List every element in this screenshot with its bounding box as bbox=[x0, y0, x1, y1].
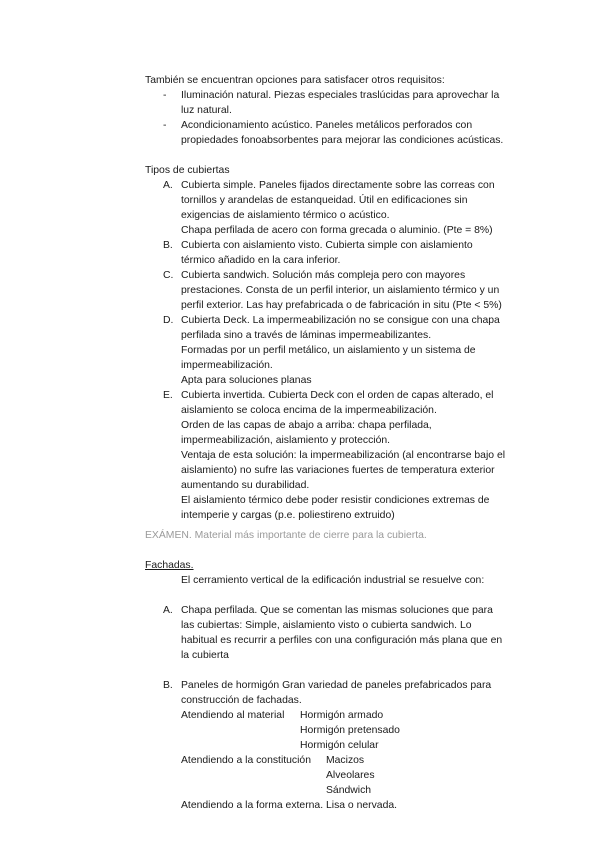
exam-note: EXÁMEN. Material más importante de cierre para la cubierta. bbox=[145, 530, 427, 541]
intro-heading: También se encuentran opciones para satisfacer otros requisitos: bbox=[145, 75, 445, 86]
list-line: Cubierta con aislamiento visto. Cubierta simple con aislamiento bbox=[181, 240, 473, 251]
list-line: Formadas por un perfil metálico, un aislamiento y un sistema de bbox=[181, 345, 476, 356]
list-line: Cubierta sandwich. Solución más compleja pero con mayores bbox=[181, 270, 466, 281]
list-line: perfil exterior. Las hay prefabricada o de fabricación in situ (Pte < 5%) bbox=[181, 300, 502, 311]
list-line: Chapa perfilada. Que se comentan las mismas soluciones que para bbox=[181, 605, 493, 616]
list-marker: D. bbox=[163, 315, 174, 326]
bullet-marker: - bbox=[163, 90, 167, 101]
list-line: El aislamiento térmico debe poder resistir condiciones extremas de bbox=[181, 495, 490, 506]
list-line: Orden de las capas de abajo a arriba: chapa perfilada, bbox=[181, 420, 432, 431]
list-line: Ventaja de esta solución: la impermeabilización (al encontrarse bajo el bbox=[181, 450, 506, 461]
list-line: Cubierta invertida. Cubierta Deck con el orden de capas alterado, el bbox=[181, 390, 494, 401]
list-marker: C. bbox=[163, 270, 174, 281]
constitucion-option: Sándwich bbox=[326, 785, 372, 796]
fachadas-intro: El cerramiento vertical de la edificación industrial se resuelve con: bbox=[181, 575, 485, 586]
material-label: Atendiendo al material bbox=[181, 710, 285, 721]
list-line: construcción de fachadas. bbox=[181, 695, 302, 706]
bullet-marker: - bbox=[163, 120, 167, 131]
list-line: aislamiento) no sufre las variaciones fuertes de temperatura exterior bbox=[181, 465, 495, 476]
list-line: la cubierta bbox=[181, 650, 229, 661]
list-line: aislamiento se coloca encima de la impermeabilización. bbox=[181, 405, 437, 416]
bullet-line: luz natural. bbox=[181, 105, 232, 116]
forma-line: Atendiendo a la forma externa. Lisa o nervada. bbox=[181, 800, 398, 811]
list-line: Apta para soluciones planas bbox=[181, 375, 312, 386]
list-line: impermeabilización. bbox=[181, 360, 273, 371]
list-line: las cubiertas: Simple, aislamiento visto o cubierta sandwich. Lo bbox=[181, 620, 472, 631]
list-line: habitual es recurrir a perfiles con una configuración más plana que en bbox=[181, 635, 503, 646]
list-line: tornillos y arandelas de estanqueidad. Útil en edificaciones sin bbox=[181, 195, 468, 206]
list-marker: A. bbox=[163, 605, 173, 616]
list-marker: B. bbox=[163, 680, 173, 691]
list-marker: A. bbox=[163, 180, 173, 191]
list-line: exigencias de aislamiento térmico o acústico. bbox=[181, 210, 390, 221]
list-line: perfilada sino a través de láminas impermeabilizantes. bbox=[181, 330, 432, 341]
material-option: Hormigón armado bbox=[300, 710, 384, 721]
list-line: térmico añadido en la cara inferior. bbox=[181, 255, 341, 266]
list-marker: B. bbox=[163, 240, 173, 251]
material-option: Hormigón celular bbox=[300, 740, 379, 751]
list-line: aumentando su durabilidad. bbox=[181, 480, 310, 491]
bullet-line: propiedades fonoabsorbentes para mejorar las condiciones acústicas. bbox=[181, 135, 504, 146]
constitucion-option: Alveolares bbox=[326, 770, 375, 781]
constitucion-label: Atendiendo a la constitución bbox=[181, 755, 311, 766]
bullet-line: Iluminación natural. Piezas especiales traslúcidas para aprovechar la bbox=[181, 90, 500, 101]
list-line: impermeabilización, aislamiento y protección. bbox=[181, 435, 391, 446]
bullet-line: Acondicionamiento acústico. Paneles metálicos perforados con bbox=[181, 120, 473, 131]
section-heading-tipos: Tipos de cubiertas bbox=[145, 165, 230, 176]
constitucion-option: Macizos bbox=[326, 755, 365, 766]
list-line: prestaciones. Consta de un perfil interior, un aislamiento térmico y un bbox=[181, 285, 500, 296]
list-line: Chapa perfilada de acero con forma grecada o aluminio. (Pte = 8%) bbox=[181, 225, 493, 236]
material-option: Hormigón pretensado bbox=[300, 725, 400, 736]
section-heading-fachadas: Fachadas. bbox=[145, 560, 194, 571]
list-marker: E. bbox=[163, 390, 173, 401]
list-line: intemperie y cargas (p.e. poliestireno extruido) bbox=[181, 510, 395, 521]
list-line: Cubierta Deck. La impermeabilización no se consigue con una chapa bbox=[181, 315, 500, 326]
list-line: Paneles de hormigón Gran variedad de paneles prefabricados para bbox=[181, 680, 492, 691]
list-line: Cubierta simple. Paneles fijados directamente sobre las correas con bbox=[181, 180, 495, 191]
